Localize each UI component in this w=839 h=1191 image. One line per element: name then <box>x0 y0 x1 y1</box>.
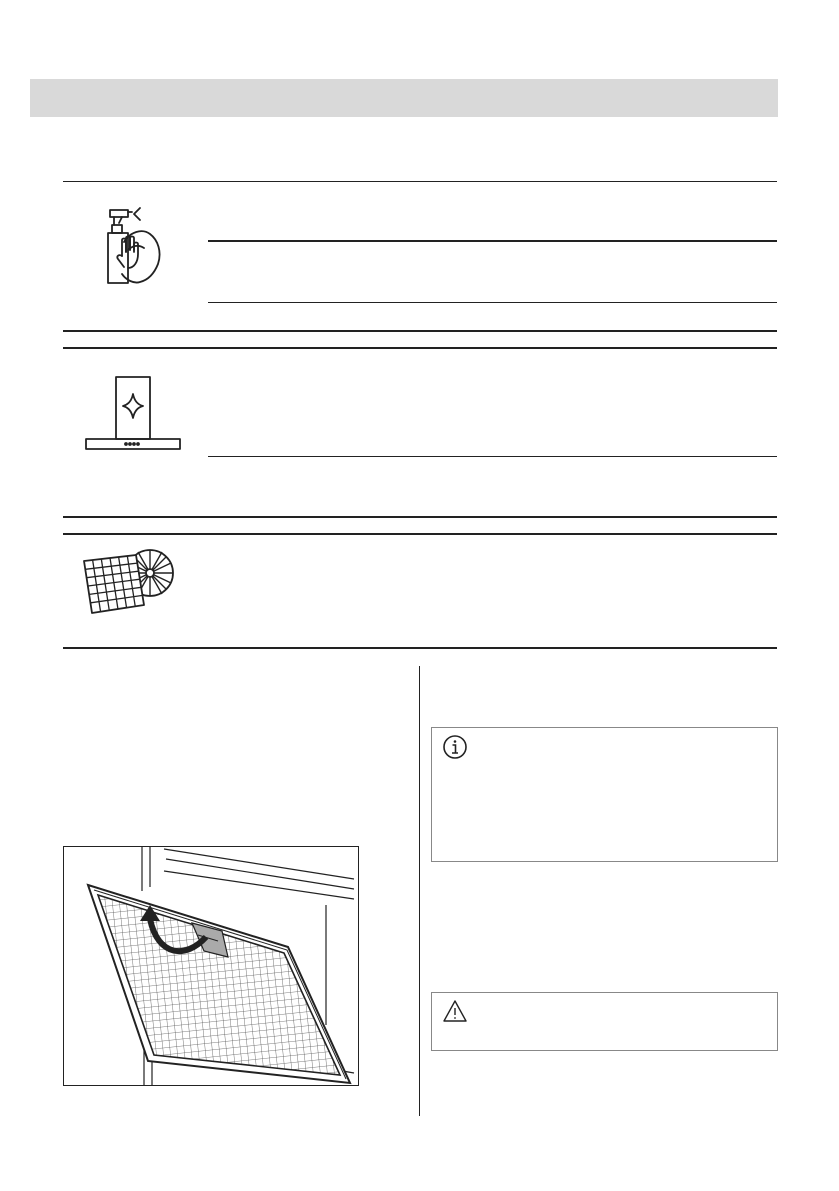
hood-clean-sparkle-icon <box>84 376 182 457</box>
table-rule <box>208 456 777 457</box>
info-icon <box>442 734 468 765</box>
grease-carbon-filter-icon <box>80 545 176 622</box>
table-rule <box>208 240 777 242</box>
spray-bottle-cloth-icon <box>104 204 166 293</box>
table-rule <box>208 302 777 303</box>
table-rule <box>63 347 777 349</box>
info-note-box <box>431 727 778 862</box>
warning-note-box <box>431 992 778 1051</box>
warning-icon <box>442 999 468 1028</box>
table-rule <box>63 533 777 535</box>
table-rule <box>63 181 777 182</box>
table-rule <box>63 647 777 649</box>
table-rule <box>63 516 777 518</box>
table-rule <box>63 330 777 332</box>
column-divider <box>419 666 420 1116</box>
grease-filter-removal-illustration <box>63 846 359 1086</box>
section-header-bar <box>30 79 778 117</box>
